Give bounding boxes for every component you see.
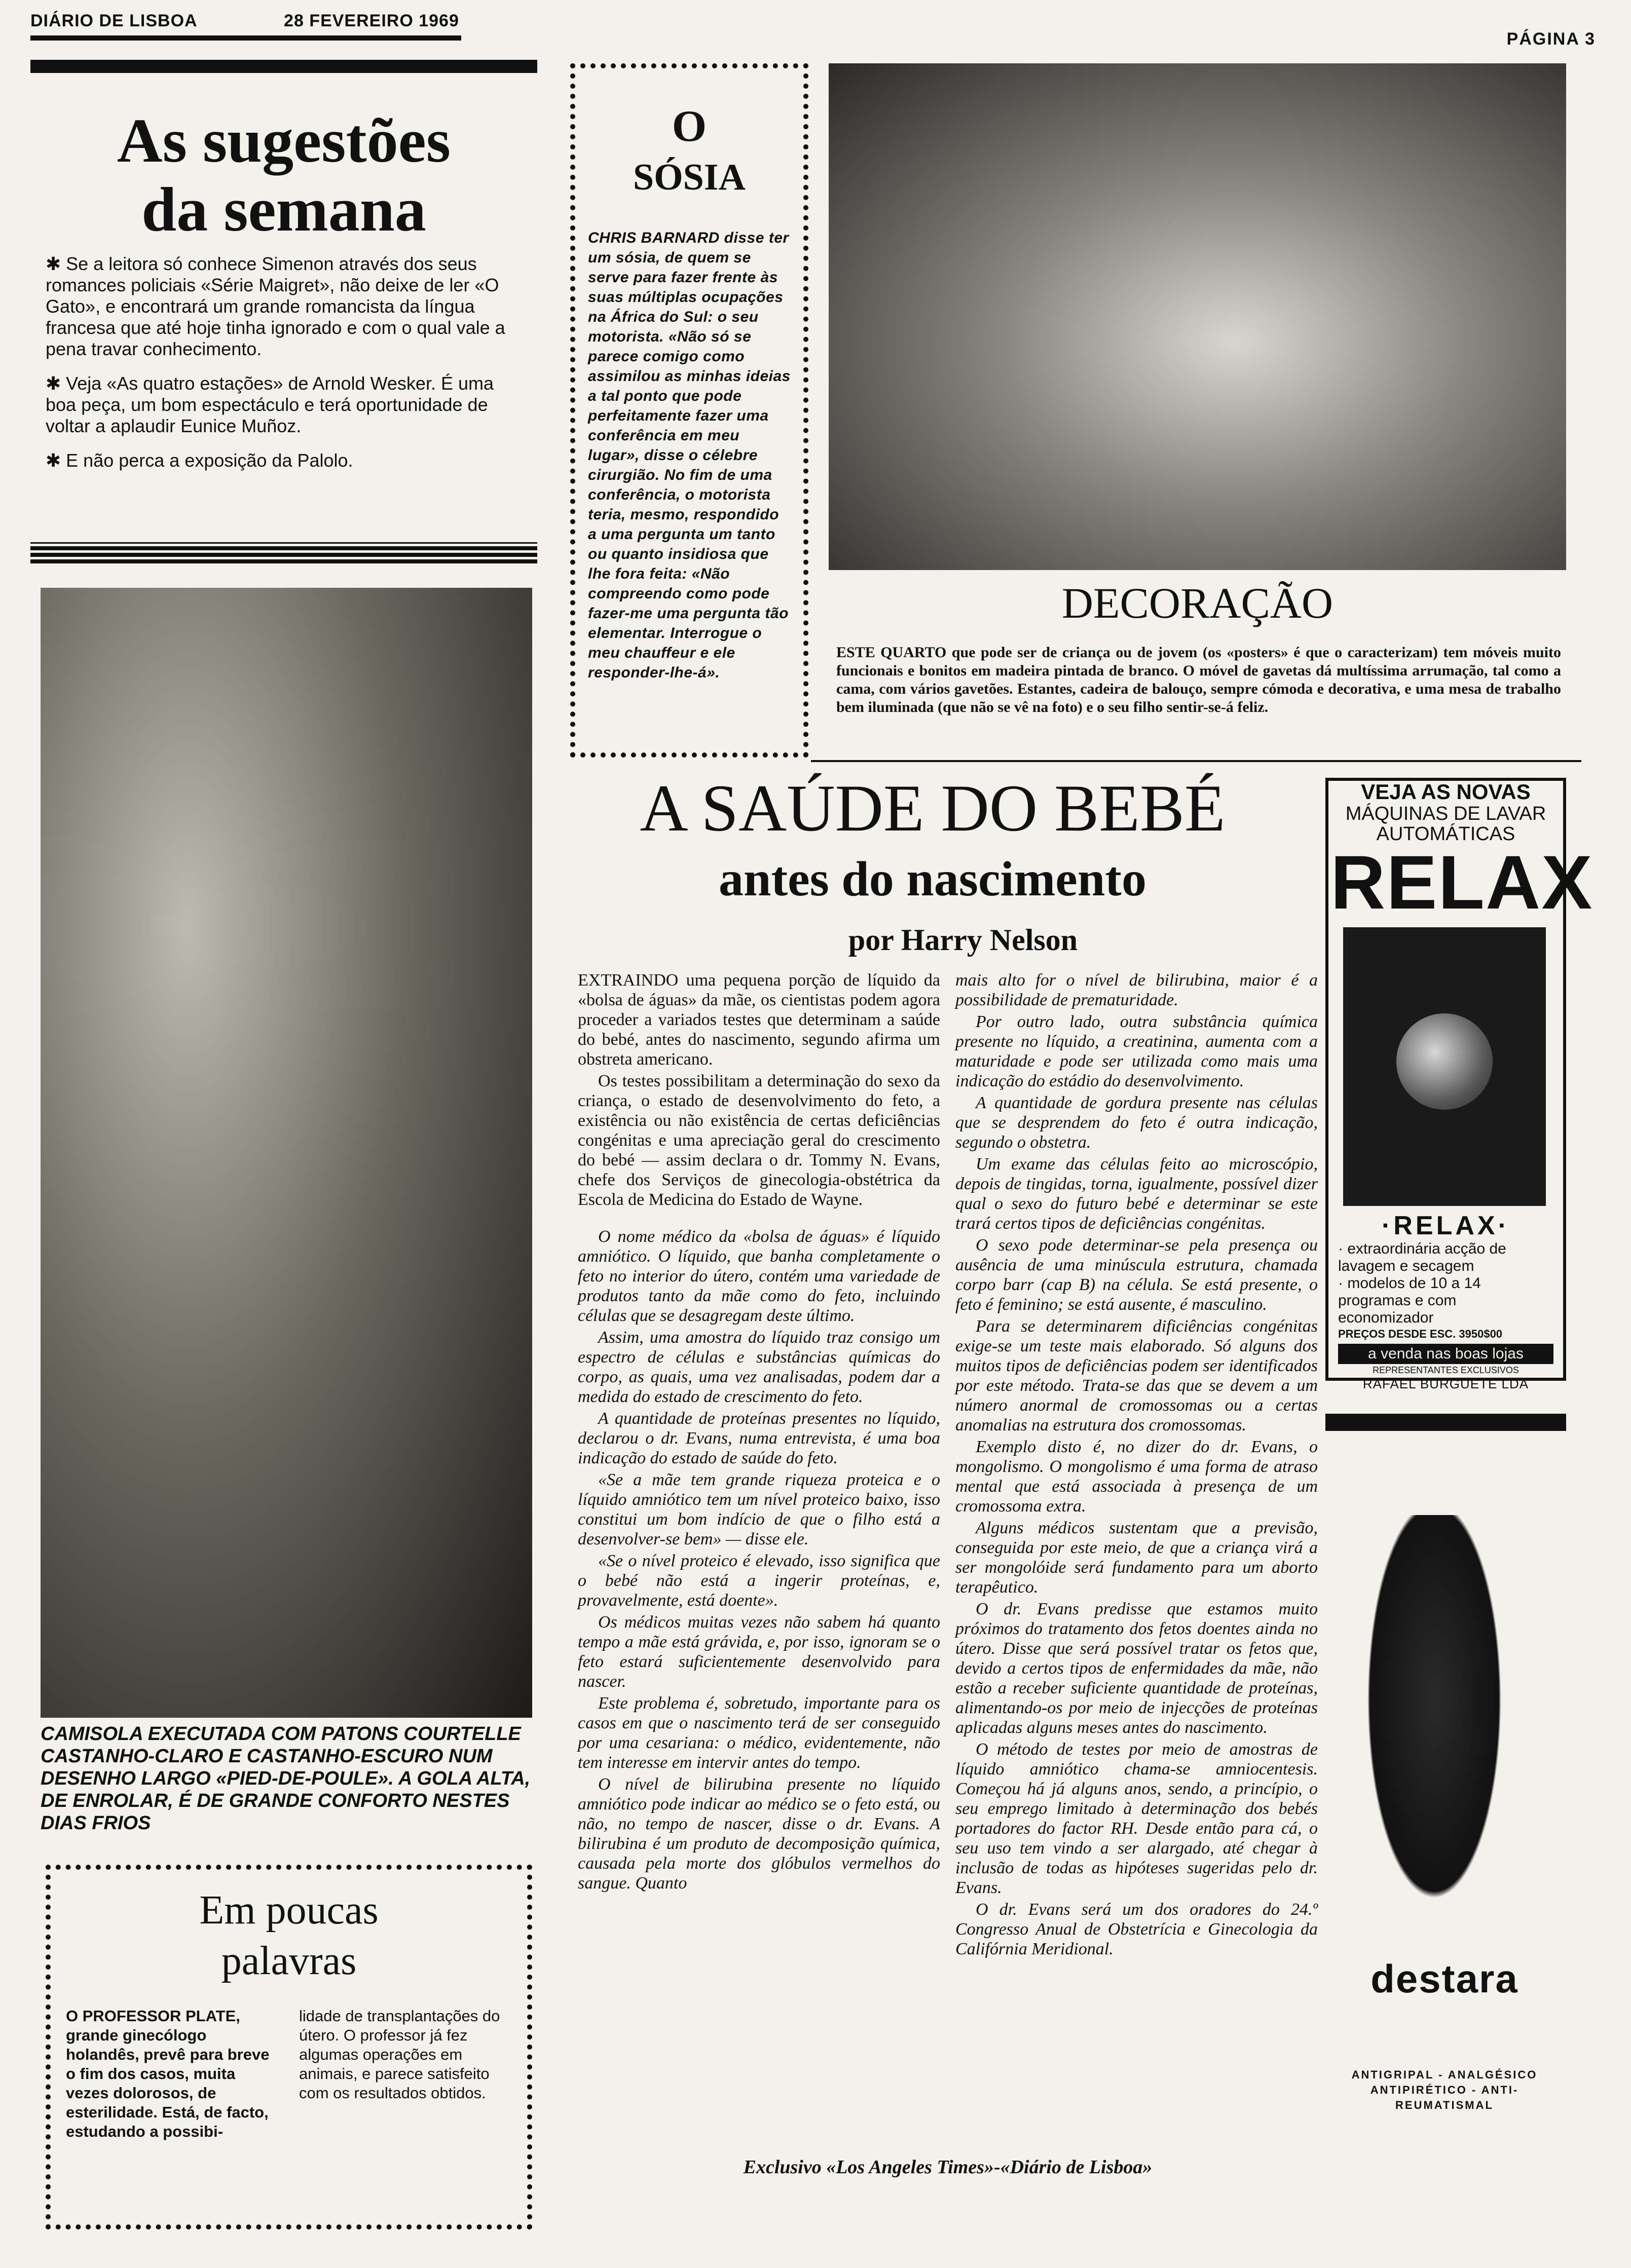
- decoracao-rule: [811, 760, 1581, 762]
- relax-ad-price: PREÇOS DESDE ESC. 3950$00: [1338, 1328, 1503, 1340]
- page-number: PÁGINA 3: [1506, 29, 1596, 49]
- relax-ad-feature2: · modelos de 10 a 14 programas e com economizador: [1338, 1275, 1481, 1326]
- relax-ad-feature1: · extraordinária acção de lavagem e secagem: [1338, 1240, 1506, 1274]
- paper-name: DIÁRIO DE LISBOA: [30, 11, 198, 30]
- masthead: [30, 11, 540, 31]
- article-column-1: [578, 970, 940, 1895]
- article-paragraph: Um exame das células feito ao microscópio, depois de tingidas, torna, igualmente, possível dizer qual o sexo do futuro bebé e determinar se este trará certos tipos de deficiências congénitas.: [955, 1155, 1318, 1233]
- poucas-col1: O PROFESSOR PLATE, grande ginecólogo holandês, prevê para breve o fim dos casos, muita vezes dolorosos, de esterilidade. Está, de facto, estudando a possibi-: [66, 2007, 270, 2140]
- relax-ad-line3: AUTOMÁTICAS: [1376, 823, 1515, 845]
- sugestao-item: ✱ Se a leitora só conhece Simenon através dos seus romances policiais «Série Maigret», não deixe de ler «O Gato», e encontrará um grande romancista da língua francesa que até hoje tinha ignorado e com o qual vale a pena travar conhecimento.: [46, 253, 505, 359]
- article-paragraph: O nível de bilirubina presente no líquido amniótico pode indicar ao médico se o feto está, ou não, no tempo de nascer, disse o dr. Evans. A bilirubina é um produto de decomposição química, causada pela morte dos glóbulos vermelhos do sangue. Quanto: [578, 1775, 940, 1893]
- article-paragraph: O sexo pode determinar-se pela presença ou ausência de uma minúscula estrutura, chamada corpo barr (cap B) na célula. Se está presente, o feto é feminino; se está ausente, é masculino.: [955, 1236, 1318, 1314]
- article-paragraph: Exemplo disto é, no dizer do dr. Evans, o mongolismo. O mongolismo é uma forma de atraso mental que está associada à presença de um cromossoma extra.: [955, 1438, 1318, 1516]
- article-subtitle: antes do nascimento: [719, 852, 1146, 906]
- article-paragraph: «Se a mãe tem grande riqueza proteica e o líquido amniótico tem um nível proteico baixo, isso constitui um bom indício de que o filho está a desenvolver-se bem» — disse ele.: [578, 1470, 940, 1548]
- article-byline: por Harry Nelson: [848, 923, 1078, 957]
- sugestoes-list: [46, 253, 527, 484]
- article-paragraph: Por outro lado, outra substância química presente no líquido, a creatinina, aumenta com a maturidade e pode ser utilizada como mais uma indicação do estádio do desenvolvimento.: [955, 1012, 1318, 1090]
- article-footer: Exclusivo «Los Angeles Times»-«Diário de Lisboa»: [743, 2157, 1153, 2178]
- sugestoes-title-line2: da semana: [141, 175, 426, 244]
- washing-machine-door: [1396, 1013, 1493, 1110]
- destara-brand: destara: [1370, 1956, 1518, 2001]
- masthead-rule: [30, 35, 461, 41]
- article-paragraph: A quantidade de proteínas presentes no líquido, declarou o dr. Evans, numa entrevista, é uma boa indicação do estado de saúde do feto.: [578, 1409, 940, 1467]
- decoracao-caption: [836, 644, 1561, 716]
- article-paragraph: O dr. Evans predisse que estamos muito próximos do tratamento dos fetos doentes ainda no útero. Disse que será possível tratar os fetos que, devido a certos tipos de enfermidades da mãe, não estão a receber suficiente quantidade de proteínas, alimentando-os por meio de injecções de proteínas aplicadas alguns meses antes do nascimento.: [955, 1600, 1318, 1737]
- sosia-text: CHRIS BARNARD disse ter um sósia, de quem se serve para fazer frente às suas múltiplas ocupações na África do Sul: o seu motorista. «Não só se parece comigo como assimilou as minhas ideias a tal ponto que pode perfeitamente fazer uma conferência em meu lugar», disse o célebre cirurgião. No fim de uma conferência, o motorista teria, mesmo, respondido a uma pergunta um tanto ou quanto insidiosa que lhe fora feita: «Não compreendo como pode fazer-me uma pergunta tão elementar. Interrogue o meu chauffeur e ele responder-lhe-á».: [588, 230, 791, 681]
- sugestoes-bottom-rule: [30, 542, 537, 563]
- sosia-title: [575, 101, 803, 203]
- article-paragraph: EXTRAINDO uma pequena porção de líquido da «bolsa de águas» da mãe, os cientistas podem agora proceder a variados testes que determinam a saúde do bebé, antes do nascimento, segundo afirma um obstreta americano.: [578, 971, 940, 1069]
- relax-ad-body: [1338, 1211, 1553, 1391]
- destara-top-rule: [1325, 1414, 1566, 1431]
- poucas-title-line2: palavras: [221, 1939, 357, 1983]
- destara-tagline: [1323, 2067, 1566, 2113]
- relax-ad-line2: MÁQUINAS DE LAVAR: [1345, 803, 1546, 824]
- relax-ad-brand-small: ·RELAX·: [1382, 1211, 1510, 1240]
- relax-ad-header: [1330, 780, 1593, 925]
- article-paragraph: Este problema é, sobretudo, importante para os casos em que o nascimento terá de ser conseguido por uma cesariana: o médico, evidentemente, não tem interesse em intervir antes do tempo.: [578, 1694, 940, 1772]
- sugestoes-top-rule: [30, 60, 537, 73]
- article-paragraph: O método de testes por meio de amostras de líquido amniótico chama-se amniocentesis. Começou há já alguns anos, sendo, a princípio, o seu emprego limitado à determinação dos bebés portadores do factor RH. Desde então para cá, o seu uso tem vindo a ser alargado, até chegar à inclusão de todas as hipóteses sugeridas pelo dr. Evans.: [955, 1740, 1318, 1897]
- issue-date: 28 FEVEREIRO 1969: [284, 11, 459, 30]
- destara-line1: ANTIGRIPAL - ANALGÉSICO: [1351, 2068, 1538, 2081]
- sosia-title-line1: O: [672, 102, 707, 151]
- relax-ad-line1: VEJA AS NOVAS: [1361, 780, 1531, 804]
- article-paragraph: Assim, uma amostra do líquido traz consigo um espectro de células e substâncias químicas do corpo, as quais, uma vez analisadas, podem dar a medida do estado de crescimento do feto.: [578, 1328, 940, 1406]
- sugestoes-title-line1: As sugestões: [117, 106, 451, 175]
- article-paragraph: mais alto for o nível de bilirubina, maior é a possibilidade de prematuridade.: [955, 971, 1318, 1009]
- article-paragraph: O nome médico da «bolsa de águas» é líquido amniótico. O líquido, que banha completamente o feto no interior do útero, contém uma variedade de produtos tanto da mãe como do feto, incluindo células que se desagregam deste último.: [578, 1227, 940, 1325]
- destara-figure: [1358, 1515, 1510, 1925]
- article-column-2: [955, 970, 1318, 1961]
- sosia-title-line2: SÓSIA: [633, 157, 746, 198]
- decoracao-caption-text: que pode ser de criança ou de jovem (os «posters» é que o caracterizam) tem móveis muito funcionais e bonitos em madeira pintada de branco. O móvel de gavetas dá multíssima arrumação, tal como a cama, com vários gavetões. Estantes, cadeira de balouço, sempre cómoda e decorativa, e uma mesa de trabalho bem iluminada (que não se vê na foto) e o seu filho sentir-se-á feliz.: [836, 644, 1561, 715]
- relax-ad-rep: RAFAEL BURGUETE LDA: [1362, 1376, 1529, 1391]
- article-paragraph: Alguns médicos sustentam que a previsão, conseguida por este meio, de que a criança virá a ser mongolóide será fundamento para um aborto terapêutico.: [955, 1519, 1318, 1597]
- relax-ad-sale: a venda nas boas lojas: [1338, 1344, 1553, 1364]
- article-paragraph: O dr. Evans será um dos oradores do 24.º Congresso Anual de Obstetrícia e Ginecologia da Califórnia Meridional.: [955, 1900, 1318, 1958]
- decoracao-photo: [829, 63, 1566, 570]
- destara-line2: ANTIPIRÉTICO - ANTI-REUMATISMAL: [1370, 2084, 1519, 2111]
- sugestoes-title: [30, 106, 537, 244]
- poucas-title: [51, 1885, 527, 1986]
- poucas-title-line1: Em poucas: [199, 1888, 379, 1933]
- decoracao-caption-lead: ESTE QUARTO: [836, 644, 947, 661]
- article-paragraph: Para se determinarem dificiências congénitas exige-se um teste mais elaborado. Só alguns dos muitos tipos de deficiências podem ser identificados por este método. Trata-se das que se devem a um número anormal de cromossomas ou a certas anomalias na estrutura dos cromossomas.: [955, 1317, 1318, 1434]
- camisola-caption: CAMISOLA EXECUTADA COM PATONS COURTELLE CASTANHO-CLARO E CASTANHO-ESCURO NUM DESENHO LARGO «PIED-DE-POULE». A GOLA ALTA, DE ENROLAR, É DE GRANDE CONFORTO NESTES DIAS FRIOS: [41, 1723, 531, 1834]
- sugestao-item: ✱ Veja «As quatro estações» de Arnold Wesker. É uma boa peça, um bom espectáculo e terá oportunidade de voltar a aplaudir Eunice Muñoz.: [46, 373, 494, 436]
- sugestao-item: ✱ E não perca a exposição da Palolo.: [46, 450, 353, 471]
- article-paragraph: Os testes possibilitam a determinação do sexo da criança, o estado de desenvolvimento do feto, a existência ou não existência de certas deficiências congénitas e uma apreciação geral do crescimento do bebé — assim declara o dr. Tommy N. Evans, chefe dos Serviços de ginecologia-obstétrica da Escola de Medicina do Estado de Wayne.: [578, 1072, 940, 1209]
- article-paragraph: A quantidade de gordura presente nas células que se desprendem do feto é outra indicação, segundo o obstetra.: [955, 1093, 1318, 1152]
- relax-ad-brand: RELAX: [1330, 840, 1593, 925]
- relax-ad-rep-label: REPRESENTANTES EXCLUSIVOS: [1373, 1365, 1519, 1375]
- poucas-col2: lidade de transplantações do útero. O professor já fez algumas operações em animais, e parece satisfeito com os resultados obtidos.: [299, 2007, 500, 2102]
- washing-machine-image: [1343, 927, 1546, 1206]
- article-paragraph: «Se o nível proteico é elevado, isso significa que o bebé não está a ingerir proteínas, e, provavelmente, está doente».: [578, 1552, 940, 1610]
- decoracao-title: DECORAÇÃO: [1061, 579, 1333, 627]
- article-paragraph: Os médicos muitas vezes não sabem há quanto tempo a mãe está grávida, e, por isso, ignoram se o feto estará suficientemente desenvolvido para nascer.: [578, 1613, 940, 1691]
- article-title: A SAÚDE DO BEBÉ: [640, 771, 1226, 845]
- camisola-photo: [41, 588, 532, 1718]
